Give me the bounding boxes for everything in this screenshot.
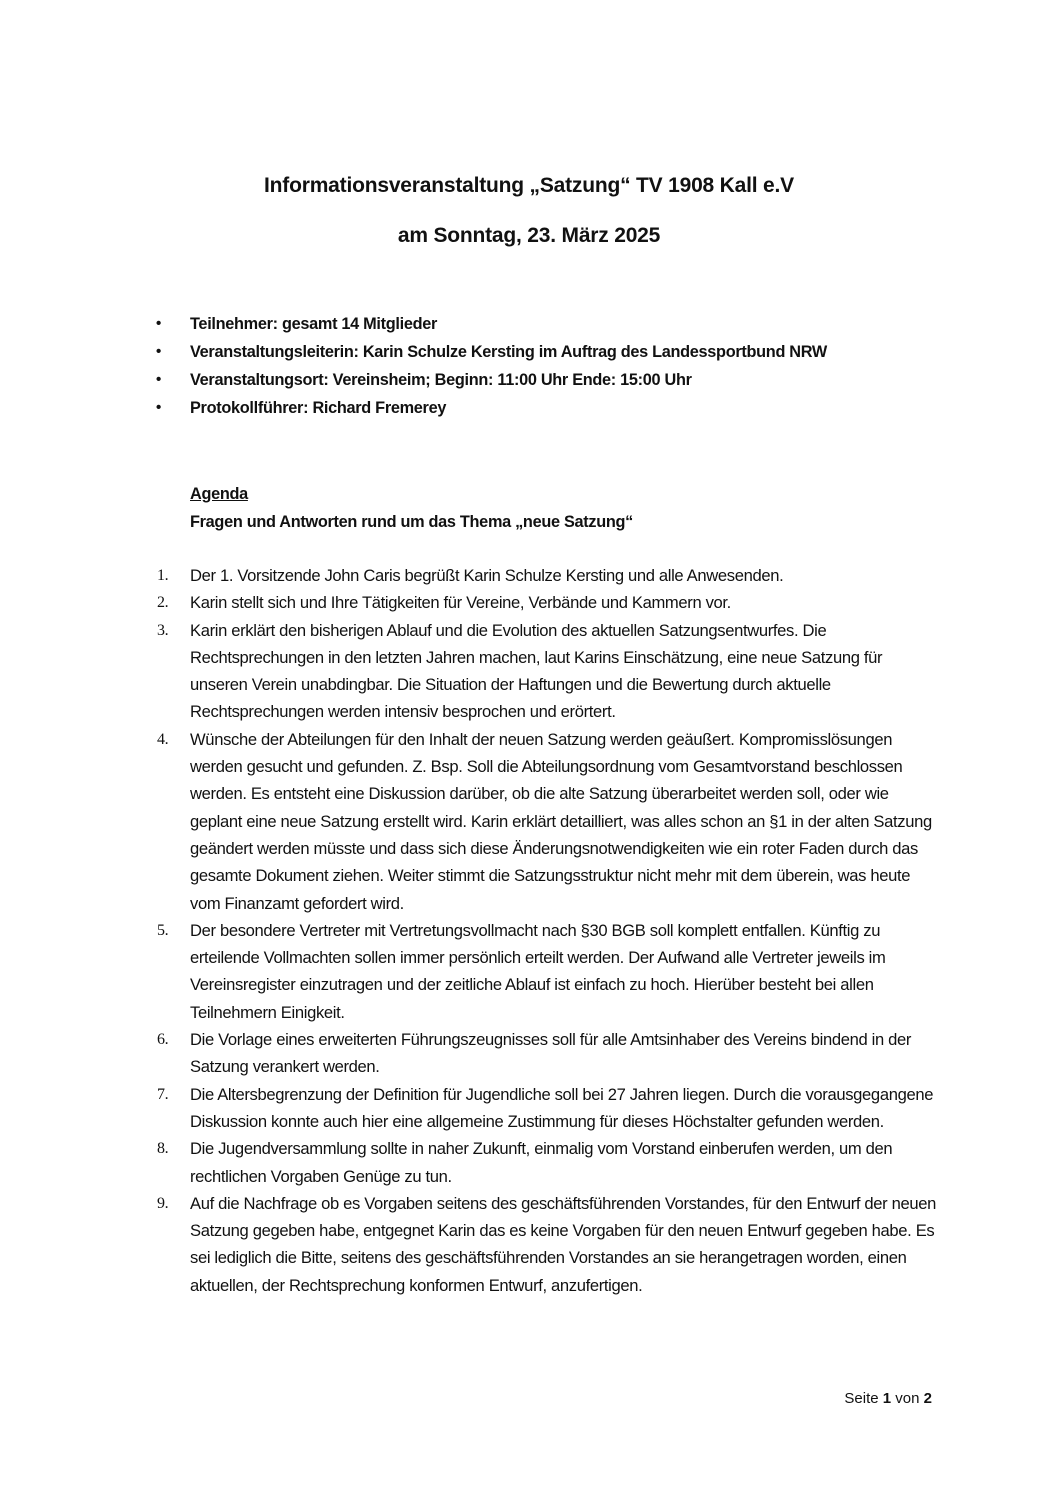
item-number: 5.: [157, 921, 169, 939]
item-number: 7.: [157, 1085, 169, 1103]
minutes-item: [155, 726, 940, 917]
minutes-item: [155, 1135, 940, 1190]
minutes-item: [155, 917, 940, 1026]
total-page-count: 2: [923, 1390, 932, 1407]
page-footer: [844, 1390, 932, 1407]
bullet-icon: •: [156, 399, 161, 416]
minutes-item: [155, 562, 940, 589]
agenda-topic: Fragen und Antworten rund um das Thema „neue Satzung“: [190, 513, 634, 531]
item-text: Die Vorlage eines erweiterten Führungszeugnisses soll für alle Amtsinhaber des Vereins bindend in der Satzung verankert werden.: [190, 1030, 912, 1077]
item-text: Der 1. Vorsitzende John Caris begrüßt Karin Schulze Kersting und alle Anwesenden.: [190, 566, 784, 585]
minutes-item: [155, 1190, 940, 1299]
info-bullet-minute-taker: [155, 394, 915, 422]
info-bullet-participants: [155, 310, 915, 338]
minutes-item: [155, 589, 940, 616]
info-text: Veranstaltungsort: Vereinsheim; Beginn: 11:00 Uhr Ende: 15:00 Uhr: [190, 371, 692, 389]
item-text: Karin erklärt den bisherigen Ablauf und die Evolution des aktuellen Satzungsentwurfes. Die Rechtsprechungen in den letzten Jahren machen, laut Karins Einschätzung, eine neue Satzung für unseren Verein unabdingbar. Die Situation der Haftungen und die Bewertung durch aktuelle Rechtsprechungen werden intensiv besprochen und erörtert.: [190, 620, 883, 722]
item-number: 4.: [157, 730, 169, 748]
item-number: 6.: [157, 1031, 169, 1049]
item-text: Karin stellt sich und Ihre Tätigkeiten für Vereine, Verbände und Kammern vor.: [190, 593, 731, 613]
info-bullet-leader: [155, 338, 915, 366]
minutes-item: [155, 1081, 940, 1136]
info-bullet-list: [155, 310, 915, 422]
item-text: Der besondere Vertreter mit Vertretungsvollmacht nach §30 BGB soll komplett entfallen. Künftig zu erteilende Vollmachten sollen immer persönlich erteilt werden. Der Aufwand alle Vertreter jeweils im Vereinsregister einzutragen und der zeitliche Ablauf ist einfach zu hoch. Hierüber besteht bei allen Teilnehmern Einigkeit.: [190, 920, 886, 1022]
info-text: Teilnehmer: gesamt 14 Mitglieder: [190, 315, 438, 333]
document-date: am Sonntag, 23. März 2025: [397, 224, 661, 247]
info-text: Protokollführer: Richard Fremerey: [190, 399, 447, 417]
item-number: 9.: [157, 1194, 169, 1212]
item-text: Die Jugendversammlung sollte in naher Zukunft, einmalig vom Vorstand einberufen werden, um den rechtlichen Vorgaben Genüge zu tun.: [190, 1139, 893, 1186]
info-bullet-location: [155, 366, 915, 394]
minutes-item: [155, 617, 940, 726]
item-number: 8.: [157, 1140, 169, 1158]
item-text: Die Altersbegrenzung der Definition für Jugendliche soll bei 27 Jahren liegen. Durch die vorausgegangene Diskussion konnte auch hier eine allgemeine Zustimmung für dieses Höchstalter gefunden werden.: [190, 1084, 934, 1131]
item-text: Wünsche der Abteilungen für den Inhalt der neuen Satzung werden geäußert. Kompromisslösungen werden gesucht und gefunden. Z. Bsp. Soll die Abteilungsordnung vom Gesamtvorstand beschlossen werden. Es entsteht eine Diskussion darüber, ob die alte Satzung überarbeitet werden soll, oder wie geplant eine neue Satzung erstellt wird. Karin erklärt detailliert, was alles schon an §1 in der alten Satzung geändert werden müsste und dass sich diese Änderungsnotwendigkeiten wie ein roter Faden durch das gesamte Dokument ziehen. Weiter stimmt die Satzungsstruktur nicht mehr mit dem überein, was heute vom Finanzamt gefordert wird.: [190, 729, 932, 913]
item-number: 2.: [157, 594, 169, 612]
bullet-icon: •: [156, 315, 161, 332]
bullet-icon: •: [156, 343, 161, 360]
item-number: 3.: [157, 621, 169, 639]
minutes-item: [155, 1026, 940, 1081]
bullet-icon: •: [156, 371, 161, 388]
minutes-item-list: [155, 562, 940, 1299]
document-title: Informationsveranstaltung „Satzung“ TV 1908 Kall e.V: [264, 174, 794, 197]
item-number: 1.: [157, 567, 169, 584]
item-text: Auf die Nachfrage ob es Vorgaben seitens des geschäftsführenden Vorstandes, für den Entwurf der neuen Satzung gegeben habe, entgegnet Karin das es keine Vorgaben für den neuen Entwurf gegeben habe. Es sei lediglich die Bitte, seitens des geschäftsführenden Vorstandes an sie herangetragen worden, einen aktuellen, der Rechtsprechung konformen Entwurf, anzufertigen.: [190, 1193, 936, 1295]
page-separator: von: [895, 1390, 920, 1407]
info-text: Veranstaltungsleiterin: Karin Schulze Kersting im Auftrag des Landessportbund NRW: [190, 343, 827, 361]
agenda-section: [190, 480, 633, 536]
page-label: Seite: [844, 1390, 879, 1407]
current-page-number: 1: [882, 1390, 892, 1407]
agenda-heading: Agenda: [190, 485, 248, 503]
